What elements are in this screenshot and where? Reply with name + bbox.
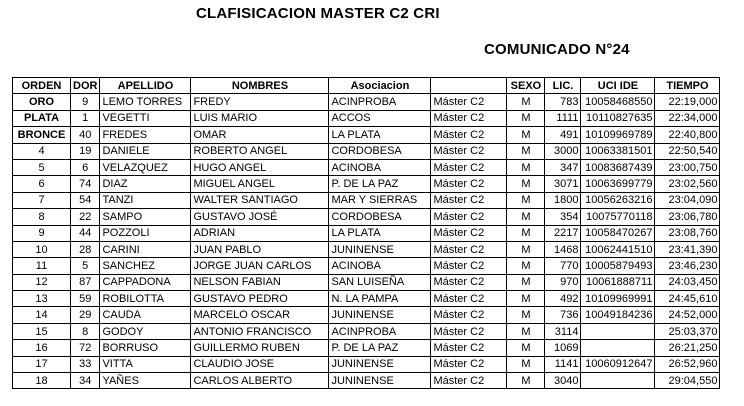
cell-categoria: Máster C2 — [431, 209, 507, 225]
cell-apellido: SAMPO — [100, 209, 191, 225]
cell-orden: 18 — [13, 373, 71, 389]
cell-nombres: FREDY — [191, 94, 329, 110]
cell-apellido: CARINI — [100, 241, 191, 257]
cell-lic: 3040 — [545, 373, 581, 389]
table-row — [13, 241, 720, 257]
cell-sexo: M — [507, 192, 545, 208]
cell-uci-ide: 10049184236 — [581, 307, 655, 323]
cell-asociacion: SAN LUISEÑA — [329, 274, 431, 290]
cell-lic: 492 — [545, 291, 581, 307]
cell-asociacion: ACCOS — [329, 110, 431, 126]
cell-apellido: VITTA — [100, 356, 191, 372]
cell-categoria: Máster C2 — [431, 274, 507, 290]
cell-apellido: YAÑES — [100, 373, 191, 389]
cell-apellido: TANZI — [100, 192, 191, 208]
cell-tiempo: 23:02,560 — [655, 176, 720, 192]
cell-tiempo: 23:06,780 — [655, 209, 720, 225]
cell-sexo: M — [507, 241, 545, 257]
cell-orden: 12 — [13, 274, 71, 290]
document-title: CLAFISICACION MASTER C2 CRI — [196, 5, 440, 22]
cell-categoria: Máster C2 — [431, 307, 507, 323]
cell-apellido: VELAZQUEZ — [100, 159, 191, 175]
cell-uci-ide: 10060912647 — [581, 356, 655, 372]
cell-asociacion: CORDOBESA — [329, 209, 431, 225]
cell-lic: 3114 — [545, 323, 581, 339]
cell-apellido: CAUDA — [100, 307, 191, 323]
cell-asociacion: LA PLATA — [329, 127, 431, 143]
cell-sexo: M — [507, 274, 545, 290]
cell-apellido: FREDES — [100, 127, 191, 143]
table-row — [13, 291, 720, 307]
cell-apellido: DIAZ — [100, 176, 191, 192]
cell-lic: 2217 — [545, 225, 581, 241]
cell-nombres: ADRIAN — [191, 225, 329, 241]
header-asociacion: Asociacion — [329, 78, 431, 94]
cell-categoria: Máster C2 — [431, 127, 507, 143]
cell-orden: 10 — [13, 241, 71, 257]
cell-uci-ide: 10075770118 — [581, 209, 655, 225]
cell-tiempo: 25:03,370 — [655, 323, 720, 339]
cell-orden: 9 — [13, 225, 71, 241]
cell-uci-ide — [581, 373, 655, 389]
cell-asociacion: P. DE LA PAZ — [329, 340, 431, 356]
cell-orden: 17 — [13, 356, 71, 372]
cell-sexo: M — [507, 209, 545, 225]
cell-lic: 354 — [545, 209, 581, 225]
table-row — [13, 176, 720, 192]
cell-orden: 15 — [13, 323, 71, 339]
cell-tiempo: 29:04,550 — [655, 373, 720, 389]
cell-lic: 1069 — [545, 340, 581, 356]
cell-tiempo: 23:00,750 — [655, 159, 720, 175]
cell-dor: 19 — [71, 143, 100, 159]
cell-lic: 770 — [545, 258, 581, 274]
header-sexo: SEXO — [507, 78, 545, 94]
cell-dor: 28 — [71, 241, 100, 257]
table-row — [13, 127, 720, 143]
cell-nombres: WALTER SANTIAGO — [191, 192, 329, 208]
cell-asociacion: JUNINENSE — [329, 356, 431, 372]
cell-asociacion: ACINPROBA — [329, 94, 431, 110]
cell-dor: 9 — [71, 94, 100, 110]
cell-apellido: ROBILOTTA — [100, 291, 191, 307]
cell-lic: 1800 — [545, 192, 581, 208]
cell-asociacion: JUNINENSE — [329, 373, 431, 389]
cell-tiempo: 24:45,610 — [655, 291, 720, 307]
header-categoria — [431, 78, 507, 94]
cell-categoria: Máster C2 — [431, 323, 507, 339]
cell-asociacion: ACINOBA — [329, 258, 431, 274]
cell-dor: 59 — [71, 291, 100, 307]
cell-categoria: Máster C2 — [431, 192, 507, 208]
cell-tiempo: 23:04,090 — [655, 192, 720, 208]
cell-categoria: Máster C2 — [431, 356, 507, 372]
cell-orden: 8 — [13, 209, 71, 225]
cell-lic: 1141 — [545, 356, 581, 372]
cell-lic: 1111 — [545, 110, 581, 126]
cell-orden: 13 — [13, 291, 71, 307]
cell-uci-ide: 10063699779 — [581, 176, 655, 192]
cell-uci-ide: 10109969991 — [581, 291, 655, 307]
cell-categoria: Máster C2 — [431, 143, 507, 159]
cell-nombres: CARLOS ALBERTO — [191, 373, 329, 389]
cell-dor: 33 — [71, 356, 100, 372]
cell-nombres: MIGUEL ANGEL — [191, 176, 329, 192]
cell-categoria: Máster C2 — [431, 373, 507, 389]
cell-uci-ide: 10058468550 — [581, 94, 655, 110]
cell-uci-ide: 10110827635 — [581, 110, 655, 126]
cell-nombres: NELSON FABIAN — [191, 274, 329, 290]
cell-tiempo: 22:50,540 — [655, 143, 720, 159]
cell-tiempo: 22:19,000 — [655, 94, 720, 110]
cell-nombres: CLAUDIO JOSE — [191, 356, 329, 372]
cell-nombres: ROBERTO ANGEL — [191, 143, 329, 159]
cell-asociacion: MAR Y SIERRAS — [329, 192, 431, 208]
cell-lic: 736 — [545, 307, 581, 323]
cell-dor: 6 — [71, 159, 100, 175]
cell-categoria: Máster C2 — [431, 291, 507, 307]
cell-dor: 8 — [71, 323, 100, 339]
cell-nombres: JUAN PABLO — [191, 241, 329, 257]
table-row — [13, 192, 720, 208]
cell-uci-ide: 10083687439 — [581, 159, 655, 175]
cell-apellido: LEMO TORRES — [100, 94, 191, 110]
cell-tiempo: 23:46,230 — [655, 258, 720, 274]
cell-lic: 3071 — [545, 176, 581, 192]
cell-apellido: BORRUSO — [100, 340, 191, 356]
cell-uci-ide: 10063381501 — [581, 143, 655, 159]
cell-orden: 11 — [13, 258, 71, 274]
cell-dor: 5 — [71, 258, 100, 274]
cell-categoria: Máster C2 — [431, 159, 507, 175]
cell-categoria: Máster C2 — [431, 241, 507, 257]
cell-uci-ide: 10109969789 — [581, 127, 655, 143]
header-dor: DOR — [71, 78, 100, 94]
cell-tiempo: 23:08,760 — [655, 225, 720, 241]
cell-categoria: Máster C2 — [431, 176, 507, 192]
communique-number: COMUNICADO N°24 — [484, 41, 630, 58]
cell-lic: 491 — [545, 127, 581, 143]
cell-uci-ide: 10061888711 — [581, 274, 655, 290]
cell-apellido: SANCHEZ — [100, 258, 191, 274]
cell-tiempo: 22:34,000 — [655, 110, 720, 126]
cell-orden: 7 — [13, 192, 71, 208]
table-row — [13, 373, 720, 389]
cell-orden: ORO — [13, 94, 71, 110]
cell-categoria: Máster C2 — [431, 110, 507, 126]
cell-sexo: M — [507, 127, 545, 143]
cell-categoria: Máster C2 — [431, 258, 507, 274]
cell-apellido: POZZOLI — [100, 225, 191, 241]
cell-orden: PLATA — [13, 110, 71, 126]
cell-dor: 34 — [71, 373, 100, 389]
cell-dor: 1 — [71, 110, 100, 126]
cell-dor: 87 — [71, 274, 100, 290]
cell-tiempo: 24:52,000 — [655, 307, 720, 323]
cell-orden: 4 — [13, 143, 71, 159]
cell-sexo: M — [507, 94, 545, 110]
header-row — [13, 78, 720, 94]
table-row — [13, 94, 720, 110]
cell-sexo: M — [507, 323, 545, 339]
cell-uci-ide — [581, 340, 655, 356]
cell-sexo: M — [507, 356, 545, 372]
header-orden: ORDEN — [13, 78, 71, 94]
header-uci-ide: UCI IDE — [581, 78, 655, 94]
cell-dor: 22 — [71, 209, 100, 225]
table-row — [13, 225, 720, 241]
results-table — [12, 77, 720, 389]
cell-asociacion: JUNINENSE — [329, 241, 431, 257]
cell-apellido: CAPPADONA — [100, 274, 191, 290]
cell-lic: 970 — [545, 274, 581, 290]
table-row — [13, 356, 720, 372]
cell-asociacion: JUNINENSE — [329, 307, 431, 323]
cell-dor: 29 — [71, 307, 100, 323]
cell-sexo: M — [507, 258, 545, 274]
table-row — [13, 323, 720, 339]
cell-nombres: GUSTAVO PEDRO — [191, 291, 329, 307]
table-row — [13, 110, 720, 126]
cell-sexo: M — [507, 143, 545, 159]
header-nombres: NOMBRES — [191, 78, 329, 94]
cell-uci-ide: 10058470267 — [581, 225, 655, 241]
cell-apellido: DANIELE — [100, 143, 191, 159]
cell-nombres: JORGE JUAN CARLOS — [191, 258, 329, 274]
cell-sexo: M — [507, 159, 545, 175]
cell-nombres: OMAR — [191, 127, 329, 143]
cell-orden: BRONCE — [13, 127, 71, 143]
cell-tiempo: 22:40,800 — [655, 127, 720, 143]
cell-dor: 40 — [71, 127, 100, 143]
cell-lic: 3000 — [545, 143, 581, 159]
cell-asociacion: CORDOBESA — [329, 143, 431, 159]
header-tiempo: TIEMPO — [655, 78, 720, 94]
cell-orden: 5 — [13, 159, 71, 175]
cell-tiempo: 23:41,390 — [655, 241, 720, 257]
cell-asociacion: ACINPROBA — [329, 323, 431, 339]
cell-categoria: Máster C2 — [431, 94, 507, 110]
cell-dor: 72 — [71, 340, 100, 356]
cell-asociacion: P. DE LA PAZ — [329, 176, 431, 192]
results-body — [13, 94, 720, 389]
cell-nombres: GUSTAVO JOSÉ — [191, 209, 329, 225]
table-row — [13, 340, 720, 356]
cell-orden: 14 — [13, 307, 71, 323]
header-lic: LIC. — [545, 78, 581, 94]
cell-sexo: M — [507, 291, 545, 307]
table-row — [13, 258, 720, 274]
cell-lic: 783 — [545, 94, 581, 110]
cell-sexo: M — [507, 110, 545, 126]
table-row — [13, 274, 720, 290]
cell-asociacion: N. LA PAMPA — [329, 291, 431, 307]
table-row — [13, 159, 720, 175]
table-row — [13, 209, 720, 225]
cell-uci-ide: 10062441510 — [581, 241, 655, 257]
header-apellido: APELLIDO — [100, 78, 191, 94]
cell-tiempo: 24:03,450 — [655, 274, 720, 290]
cell-nombres: HUGO ANGEL — [191, 159, 329, 175]
cell-asociacion: LA PLATA — [329, 225, 431, 241]
cell-nombres: GUILLERMO RUBEN — [191, 340, 329, 356]
cell-dor: 74 — [71, 176, 100, 192]
cell-lic: 1468 — [545, 241, 581, 257]
cell-dor: 44 — [71, 225, 100, 241]
cell-dor: 54 — [71, 192, 100, 208]
cell-tiempo: 26:52,960 — [655, 356, 720, 372]
cell-sexo: M — [507, 307, 545, 323]
cell-asociacion: ACINOBA — [329, 159, 431, 175]
cell-uci-ide: 10056263216 — [581, 192, 655, 208]
table-row — [13, 307, 720, 323]
cell-sexo: M — [507, 340, 545, 356]
cell-lic: 347 — [545, 159, 581, 175]
cell-categoria: Máster C2 — [431, 225, 507, 241]
cell-apellido: GODOY — [100, 323, 191, 339]
cell-sexo: M — [507, 373, 545, 389]
cell-uci-ide — [581, 323, 655, 339]
cell-sexo: M — [507, 225, 545, 241]
cell-tiempo: 26:21,250 — [655, 340, 720, 356]
table-row — [13, 143, 720, 159]
cell-nombres: LUIS MARIO — [191, 110, 329, 126]
cell-apellido: VEGETTI — [100, 110, 191, 126]
cell-sexo: M — [507, 176, 545, 192]
cell-nombres: ANTONIO FRANCISCO — [191, 323, 329, 339]
cell-orden: 6 — [13, 176, 71, 192]
cell-categoria: Máster C2 — [431, 340, 507, 356]
cell-nombres: MARCELO OSCAR — [191, 307, 329, 323]
cell-orden: 16 — [13, 340, 71, 356]
cell-uci-ide: 10005879493 — [581, 258, 655, 274]
